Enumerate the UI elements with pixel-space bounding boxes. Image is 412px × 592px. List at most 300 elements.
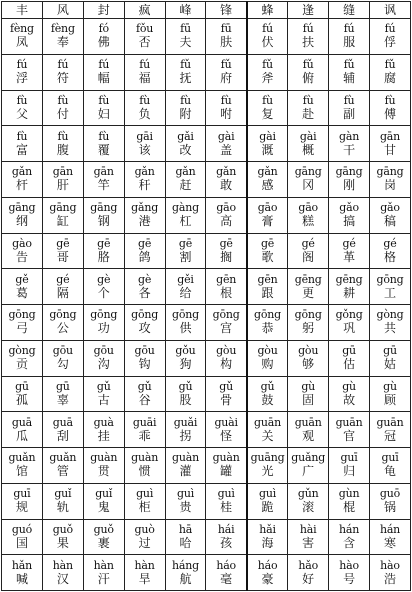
hanzi-character: 裹 (97, 535, 110, 550)
hanzi-character: 滚 (302, 500, 315, 515)
hanzi-character: 轨 (56, 500, 69, 515)
pinyin-label: hào (339, 558, 359, 572)
character-cell (124, 54, 165, 90)
character-cell (42, 90, 83, 126)
pinyin-label: gāng (49, 201, 77, 215)
pinyin-label: gāng (335, 165, 363, 179)
character-cell (206, 90, 247, 126)
pinyin-label: fú (302, 22, 314, 36)
character-cell (165, 340, 206, 376)
pinyin-label: fù (139, 93, 150, 107)
character-cell (370, 483, 411, 519)
pinyin-label: hán (379, 522, 401, 536)
pinyin-label: guān (376, 415, 404, 429)
character-cell (247, 340, 288, 376)
pinyin-label: guǐ (95, 487, 113, 501)
character-cell (124, 412, 165, 448)
hanzi-character: 高 (220, 214, 233, 229)
pinyin-label: hǎi (259, 522, 276, 536)
character-cell (42, 555, 83, 591)
pinyin-label: gù (301, 379, 316, 393)
hanzi-character: 孩 (220, 535, 233, 550)
character-cell (247, 233, 288, 269)
hanzi-character: 宫 (220, 321, 233, 336)
hanzi-character: 傅 (384, 106, 397, 121)
pinyin-label: fú (139, 58, 150, 72)
character-cell (165, 376, 206, 412)
pinyin-label: gēng (294, 272, 322, 286)
pinyin-label: gùn (338, 487, 360, 501)
hanzi-character: 拐 (179, 428, 192, 443)
pinyin-label: fǔ (180, 58, 191, 72)
character-cell (329, 448, 370, 484)
character-cell (329, 162, 370, 198)
pinyin-label: fú (57, 58, 69, 72)
pinyin-label: fǔ (384, 58, 396, 72)
character-cell (83, 376, 124, 412)
character-cell (370, 412, 411, 448)
pinyin-label: fǔ (302, 58, 314, 72)
header-cell: 疯 (124, 2, 165, 19)
pinyin-label: fū (180, 22, 191, 36)
character-cell (288, 519, 329, 555)
table-row (2, 448, 411, 484)
hanzi-character: 辜 (56, 392, 69, 407)
character-cell (206, 197, 247, 233)
table-row (2, 19, 411, 55)
hanzi-character: 革 (343, 249, 356, 264)
hanzi-character: 共 (384, 321, 397, 336)
hanzi-character: 告 (15, 249, 28, 264)
hanzi-character: 贡 (15, 357, 28, 372)
pinyin-label: fú (262, 22, 273, 36)
hanzi-character: 豪 (261, 571, 274, 586)
hanzi-character: 复 (261, 106, 274, 121)
pinyin-label: gāo (298, 201, 318, 215)
character-cell (370, 90, 411, 126)
pinyin-label: guǎn (49, 451, 77, 465)
header-cell: 丰 (2, 2, 43, 19)
hanzi-character: 灌 (179, 464, 192, 479)
pinyin-label: gōng (172, 308, 199, 322)
pinyin-label: gāi (136, 129, 153, 143)
pinyin-label: háo (216, 558, 236, 572)
character-cell (288, 233, 329, 269)
character-cell (42, 126, 83, 162)
hanzi-character: 副 (343, 106, 356, 121)
hanzi-character: 跟 (261, 285, 274, 300)
hanzi-character: 乖 (138, 428, 151, 443)
pinyin-label: gān (379, 129, 401, 143)
pinyin-label: fù (302, 93, 314, 107)
hanzi-character: 龟 (384, 464, 397, 479)
character-cell (370, 448, 411, 484)
hanzi-character: 官 (343, 428, 356, 443)
hanzi-character: 干 (343, 142, 356, 157)
pinyin-label: gǔ (260, 379, 275, 393)
hanzi-character: 符 (56, 71, 69, 86)
character-cell (370, 519, 411, 555)
character-cell (2, 305, 43, 341)
pinyin-label: gài (259, 129, 276, 143)
hanzi-character: 巩 (343, 321, 356, 336)
hanzi-character: 刮 (56, 428, 69, 443)
hanzi-character: 甘 (384, 142, 397, 157)
hanzi-character: 航 (179, 571, 192, 586)
hanzi-character: 构 (220, 357, 233, 372)
pinyin-label: guī (13, 487, 31, 501)
hanzi-character: 馆 (15, 464, 28, 479)
hanzi-character: 耕 (343, 285, 356, 300)
hanzi-character: 肝 (56, 178, 69, 193)
hanzi-character: 国 (15, 535, 28, 550)
hanzi-character: 谷 (138, 392, 151, 407)
hanzi-character: 赶 (179, 178, 192, 193)
pinyin-label: gū (342, 344, 356, 358)
pinyin-label: gāng (90, 201, 118, 215)
pinyin-label: hā (178, 522, 193, 536)
hanzi-character: 膏 (261, 214, 274, 229)
pinyin-label: guì (217, 487, 235, 501)
character-cell (165, 412, 206, 448)
table-row (2, 412, 411, 448)
character-cell (2, 90, 43, 126)
header-row (2, 2, 411, 19)
character-cell (206, 519, 247, 555)
hanzi-character: 俘 (384, 35, 397, 50)
pinyin-label: gòu (216, 344, 237, 358)
pinyin-label: fú (16, 58, 28, 72)
pinyin-label: gāng (376, 165, 404, 179)
pinyin-label: gāng (294, 165, 322, 179)
table-row (2, 162, 411, 198)
hanzi-character: 观 (302, 428, 315, 443)
hanzi-character: 溉 (261, 142, 274, 157)
character-cell (2, 197, 43, 233)
character-cell (42, 376, 83, 412)
character-cell (2, 483, 43, 519)
pinyin-label: gǔ (137, 379, 152, 393)
pinyin-label: guǎi (173, 415, 198, 429)
hanzi-character: 肤 (220, 35, 233, 50)
character-cell (329, 340, 370, 376)
hanzi-character: 喊 (15, 571, 28, 586)
pinyin-label: hǎn (11, 558, 33, 572)
pinyin-label: guā (11, 415, 32, 429)
hanzi-character: 给 (179, 285, 192, 300)
character-cell (247, 448, 288, 484)
hanzi-character: 付 (56, 106, 69, 121)
table-row (2, 54, 411, 90)
character-cell (247, 54, 288, 90)
pinyin-label: gào (12, 236, 32, 250)
table-row (2, 269, 411, 305)
pinyin-label: hài (299, 522, 317, 536)
hanzi-character: 稿 (384, 214, 397, 229)
hanzi-character: 糕 (302, 214, 315, 229)
pinyin-label: fù (262, 93, 273, 107)
pinyin-label: guì (176, 487, 195, 501)
hanzi-character: 怪 (220, 428, 233, 443)
pinyin-label: hàn (52, 558, 73, 572)
character-cell (370, 233, 411, 269)
hanzi-character: 古 (97, 392, 110, 407)
hanzi-character: 害 (302, 535, 315, 550)
hanzi-character: 概 (302, 142, 315, 157)
pinyin-label: gōng (8, 308, 36, 322)
pinyin-label: háo (257, 558, 278, 572)
pinyin-label: guǎn (8, 451, 36, 465)
pinyin-label: fù (343, 93, 355, 107)
hanzi-character: 柜 (138, 500, 151, 515)
hanzi-character: 光 (261, 464, 274, 479)
character-cell (2, 519, 43, 555)
pinyin-label: guì (136, 487, 154, 501)
header-cell: 风 (42, 2, 83, 19)
pinyin-label: guī (340, 451, 358, 465)
pinyin-label: gē (178, 236, 193, 250)
pinyin-label: gǔn (297, 487, 319, 501)
character-cell (329, 376, 370, 412)
pinyin-label: gǎng (131, 201, 159, 215)
character-cell (370, 162, 411, 198)
table-row (2, 197, 411, 233)
pinyin-label: fǔ (262, 58, 273, 72)
pinyin-label: gōng (376, 272, 404, 286)
pinyin-label: háng (172, 558, 199, 572)
hanzi-character: 骨 (220, 392, 233, 407)
hanzi-character: 杆 (15, 178, 28, 193)
character-cell (247, 197, 288, 233)
pinyin-label: gé (56, 272, 70, 286)
hanzi-character: 管 (56, 464, 69, 479)
pinyin-label: fó (98, 22, 109, 36)
character-cell (165, 448, 206, 484)
character-cell (370, 376, 411, 412)
hanzi-character: 缸 (56, 214, 69, 229)
character-cell (247, 90, 288, 126)
hanzi-character: 够 (302, 357, 315, 372)
pinyin-label: fèng (50, 22, 75, 36)
hanzi-character: 腹 (56, 142, 69, 157)
hanzi-character: 股 (179, 392, 192, 407)
pinyin-label: gǎn (257, 165, 278, 179)
character-cell (370, 126, 411, 162)
character-cell (2, 233, 43, 269)
hanzi-character: 归 (343, 464, 356, 479)
hanzi-character: 凤 (15, 35, 28, 50)
character-cell (124, 126, 165, 162)
character-cell (83, 519, 124, 555)
hanzi-character: 搁 (220, 249, 233, 264)
pinyin-label: fù (220, 93, 232, 107)
character-cell (206, 483, 247, 519)
pinyin-label: gěi (177, 272, 194, 286)
pinyin-label: gāng (8, 201, 36, 215)
pinyin-label: gēn (257, 272, 278, 286)
hanzi-character: 腐 (384, 71, 397, 86)
pinyin-label: gōng (294, 308, 322, 322)
character-cell (124, 19, 165, 55)
pinyin-label: gé (342, 236, 356, 250)
pinyin-label: gōng (49, 308, 77, 322)
hanzi-character: 沟 (97, 357, 110, 372)
pinyin-label: hái (217, 522, 235, 536)
pinyin-label: fù (98, 129, 110, 143)
pinyin-label: gōng (212, 308, 240, 322)
character-cell (247, 519, 288, 555)
character-cell (42, 448, 83, 484)
table-row (2, 305, 411, 341)
pinyin-label: gē (219, 236, 233, 250)
pinyin-label: fū (220, 22, 232, 36)
header-cell: 封 (83, 2, 124, 19)
hanzi-character: 好 (302, 571, 315, 586)
character-cell (124, 162, 165, 198)
character-cell (370, 19, 411, 55)
hanzi-character: 伏 (261, 35, 274, 50)
pinyin-label: gāo (216, 201, 236, 215)
hanzi-character: 佛 (97, 35, 110, 50)
character-cell (247, 376, 288, 412)
hanzi-character: 冈 (302, 178, 315, 193)
character-cell (370, 305, 411, 341)
hanzi-character: 哈 (179, 535, 192, 550)
hanzi-character: 功 (97, 321, 110, 336)
pinyin-label: hàn (93, 558, 114, 572)
hanzi-character: 幅 (97, 71, 110, 86)
character-cell (247, 305, 288, 341)
hanzi-character: 贯 (97, 464, 110, 479)
character-cell (124, 519, 165, 555)
hanzi-character: 胳 (97, 249, 110, 264)
hanzi-character: 躬 (302, 321, 315, 336)
hanzi-character: 隔 (56, 285, 69, 300)
hanzi-character: 岗 (384, 178, 397, 193)
hanzi-character: 浩 (384, 571, 397, 586)
hanzi-character: 福 (138, 71, 151, 86)
hanzi-character: 附 (179, 106, 192, 121)
hanzi-character: 盖 (220, 142, 233, 157)
hanzi-character: 棍 (343, 500, 356, 515)
character-cell (288, 126, 329, 162)
hanzi-character: 杠 (179, 214, 192, 229)
pinyin-label: gǎi (177, 129, 194, 143)
pinyin-label: gū (55, 379, 70, 393)
character-cell (206, 19, 247, 55)
hanzi-character: 鸽 (138, 249, 151, 264)
pinyin-label: fù (57, 93, 69, 107)
pinyin-label: guǒ (52, 522, 73, 536)
hanzi-character: 抚 (179, 71, 192, 86)
character-cell (370, 555, 411, 591)
hanzi-character: 攻 (138, 321, 151, 336)
hanzi-character: 狗 (179, 357, 192, 372)
character-cell (288, 376, 329, 412)
character-cell (42, 412, 83, 448)
character-cell (370, 340, 411, 376)
hanzi-character: 负 (138, 106, 151, 121)
character-cell (124, 483, 165, 519)
pinyin-label: gān (52, 165, 73, 179)
character-cell (2, 54, 43, 90)
hanzi-character: 含 (343, 535, 356, 550)
hanzi-character: 勾 (56, 357, 69, 372)
character-cell (329, 555, 370, 591)
hanzi-character: 故 (343, 392, 356, 407)
hanzi-character: 瓜 (15, 428, 28, 443)
character-cell (329, 483, 370, 519)
character-cell (42, 483, 83, 519)
pinyin-label: gàn (339, 129, 360, 143)
character-cell (83, 555, 124, 591)
pinyin-label: guà (93, 415, 114, 429)
pinyin-label: gǎn (216, 165, 237, 179)
character-cell (206, 448, 247, 484)
pinyin-label: fù (57, 129, 69, 143)
pinyin-character-table (1, 1, 411, 591)
pinyin-label: gǎn (134, 165, 155, 179)
pinyin-label: fú (384, 22, 396, 36)
hanzi-character: 过 (138, 535, 151, 550)
pinyin-label: gē (138, 236, 152, 250)
character-cell (288, 19, 329, 55)
hanzi-character: 纲 (15, 214, 28, 229)
character-cell (124, 555, 165, 591)
table-row (2, 519, 411, 555)
pinyin-label: fù (180, 93, 191, 107)
character-cell (288, 555, 329, 591)
character-cell (83, 340, 124, 376)
character-cell (42, 519, 83, 555)
table-row (2, 90, 411, 126)
table-row (2, 233, 411, 269)
hanzi-character: 夫 (179, 35, 192, 50)
character-cell (42, 305, 83, 341)
character-cell (329, 126, 370, 162)
character-cell (42, 197, 83, 233)
pinyin-label: gǒu (175, 344, 196, 358)
character-cell (2, 126, 43, 162)
pinyin-label: guǐ (54, 487, 72, 501)
hanzi-character: 辅 (343, 71, 356, 86)
pinyin-label: gài (217, 129, 235, 143)
pinyin-label: guān (294, 415, 322, 429)
character-cell (206, 340, 247, 376)
character-cell (247, 555, 288, 591)
table-row (2, 483, 411, 519)
pinyin-label: gōu (134, 344, 155, 358)
character-cell (83, 412, 124, 448)
character-cell (83, 197, 124, 233)
hanzi-character: 格 (384, 249, 397, 264)
character-cell (206, 54, 247, 90)
hanzi-character: 规 (15, 500, 28, 515)
character-cell (329, 54, 370, 90)
hanzi-character: 旱 (138, 571, 151, 586)
hanzi-character: 个 (97, 285, 110, 300)
hanzi-character: 寒 (384, 535, 397, 550)
pinyin-label: guī (381, 451, 399, 465)
pinyin-label: hàn (134, 558, 155, 572)
character-cell (83, 126, 124, 162)
character-cell (165, 233, 206, 269)
character-cell (206, 126, 247, 162)
pinyin-label: guān (254, 415, 282, 429)
character-cell (42, 54, 83, 90)
pinyin-label: guā (52, 415, 73, 429)
hanzi-character: 号 (343, 571, 356, 586)
